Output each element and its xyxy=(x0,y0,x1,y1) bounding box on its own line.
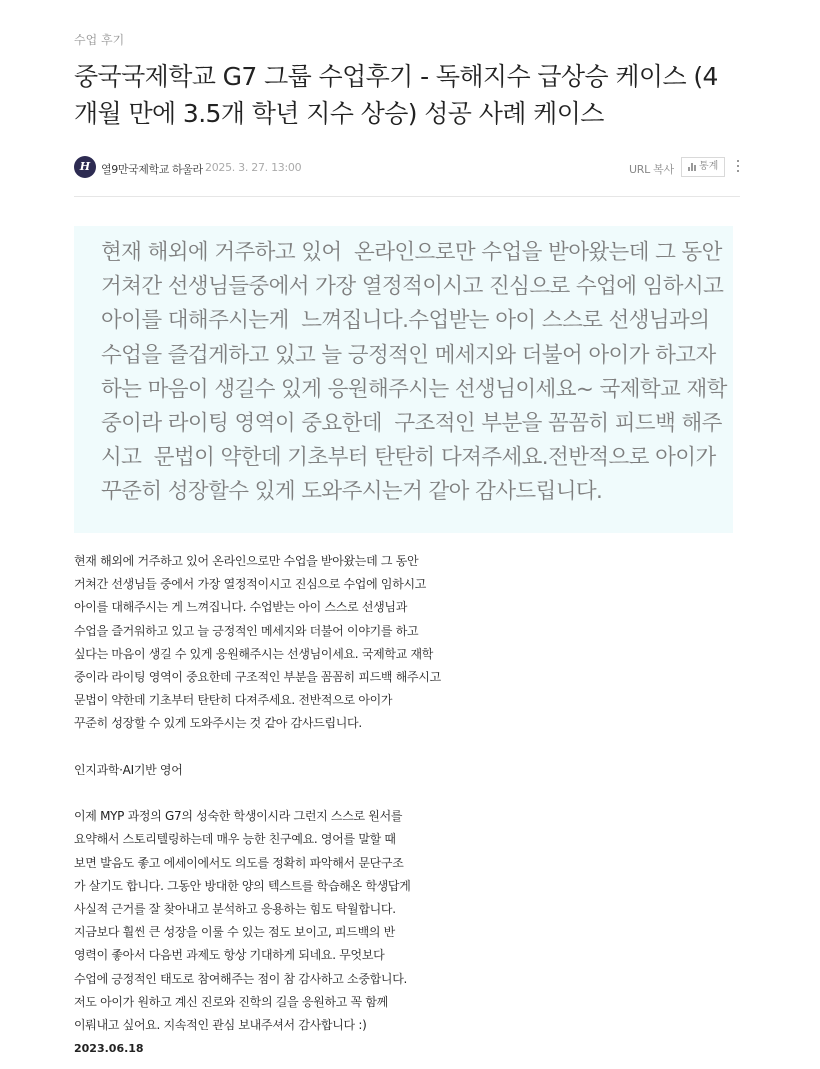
review-line: 싶다는 마음이 생길 수 있게 응원해주시는 선생님이세요. 국제학교 재학 xyxy=(74,646,434,661)
comment-line: 가 살기도 합니다. 그동안 방대한 양의 텍스트를 학습해온 학생답게 xyxy=(74,878,411,893)
header-divider xyxy=(74,196,740,197)
review-screenshot-image xyxy=(74,226,733,533)
screenshot-text-line: 꾸준히 성장할수 있게 도와주시는거 같아 감사드립니다. xyxy=(101,479,603,505)
teacher-comment-paragraph xyxy=(74,805,714,1037)
screenshot-text-line: 하는 마음이 생길수 있게 응원해주시는 선생님이세요~ 국제학교 재학 xyxy=(101,376,727,402)
review-paragraph xyxy=(74,550,714,736)
stats-button[interactable] xyxy=(681,157,725,177)
post-meta xyxy=(74,154,740,182)
post-title: 중국국제학교 G7 그룹 수업후기 - 독해지수 급상승 케이스 (4개월 만에 3.5개 학년 지수 상승) 성공 사례 케이스 xyxy=(74,62,718,128)
comment-line: 보면 발음도 좋고 에세이에서도 의도를 정확히 파악해서 문단구조 xyxy=(74,855,404,870)
review-line: 꾸준히 성장할 수 있게 도와주시는 것 같아 감사드립니다. xyxy=(74,716,362,731)
review-line: 문법이 약한데 기초부터 탄탄히 다져주세요. 전반적으로 아이가 xyxy=(74,693,393,708)
review-line: 중이라 라이팅 영역이 중요한데 구조적인 부분을 꼼꼼히 피드백 해주시고 xyxy=(74,670,441,685)
stats-label: 통계 xyxy=(699,161,719,172)
post-date: 2025. 3. 27. 13:00 xyxy=(205,161,302,174)
section-heading: 인지과학·AI기반 영어 xyxy=(74,762,183,777)
review-screenshot-text xyxy=(101,236,733,510)
review-date: 2023.06.18 xyxy=(74,1042,144,1056)
review-line: 수업을 즐거워하고 있고 늘 긍정적인 메세지와 더불어 이야기를 하고 xyxy=(74,623,419,638)
author-name[interactable]: 열9만국제학교 하울라 xyxy=(101,163,203,176)
comment-line: 영력이 좋아서 다음번 과제도 항상 기대하게 되네요. 무엇보다 xyxy=(74,948,385,963)
post-body xyxy=(74,550,714,1060)
bar-chart-icon xyxy=(688,163,697,171)
author-avatar[interactable]: H xyxy=(74,156,96,178)
comment-line: 수업에 긍정적인 태도로 참여해주는 점이 참 감사하고 소중합니다. xyxy=(74,971,408,986)
more-vertical-icon[interactable] xyxy=(734,160,742,176)
comment-line: 저도 아이가 원하고 계신 진로와 진학의 길을 응원하고 꼭 함께 xyxy=(74,994,388,1009)
comment-line: 이제 MYP 과정의 G7의 성숙한 학생이시라 그런지 스스로 원서를 xyxy=(74,809,403,824)
comment-line: 사실적 근거를 잘 찾아내고 분석하고 응용하는 힘도 탁월합니다. xyxy=(74,902,396,917)
comment-line: 이뤄내고 싶어요. 지속적인 관심 보내주셔서 감사합니다 :) xyxy=(74,1018,367,1033)
screenshot-text-line: 현재 해외에 거주하고 있어 온라인으로만 수업을 받아왔는데 그 동안 xyxy=(101,240,722,265)
category-link[interactable]: 수업 후기 xyxy=(74,33,125,47)
review-line: 아이를 대해주시는 게 느껴집니다. 수업받는 아이 스스로 선생님과 xyxy=(74,600,408,615)
screenshot-text-line: 거쳐간 선생님들중에서 가장 열정적이시고 진심으로 수업에 임하시고 xyxy=(101,274,724,300)
screenshot-text-line: 시고 문법이 약한데 기초부터 탄탄히 다져주세요.전반적으로 아이가 xyxy=(101,445,716,471)
screenshot-text-line: 중이라 라이팅 영역이 중요한데 구조적인 부분을 꼼꼼히 피드백 해주 xyxy=(101,411,722,437)
screenshot-text-line: 수업을 즐겁게하고 있고 늘 긍정적인 메세지와 더불어 아이가 하고자 xyxy=(101,342,716,368)
screenshot-text-line: 아이를 대해주시는게 느껴집니다.수업받는 아이 스스로 선생님과의 xyxy=(101,308,710,334)
review-line: 현재 해외에 거주하고 있어 온라인으로만 수업을 받아왔는데 그 동안 xyxy=(74,554,419,568)
review-line: 거쳐간 선생님들 중에서 가장 열정적이시고 진심으로 수업에 임하시고 xyxy=(74,577,427,592)
comment-line: 지금보다 훨씬 큰 성장을 이룰 수 있는 점도 보이고, 피드백의 반 xyxy=(74,925,395,940)
url-copy-button[interactable]: URL 복사 xyxy=(629,163,674,176)
comment-line: 요약해서 스토리텔링하는데 매우 능한 친구예요. 영어를 말할 때 xyxy=(74,832,396,847)
